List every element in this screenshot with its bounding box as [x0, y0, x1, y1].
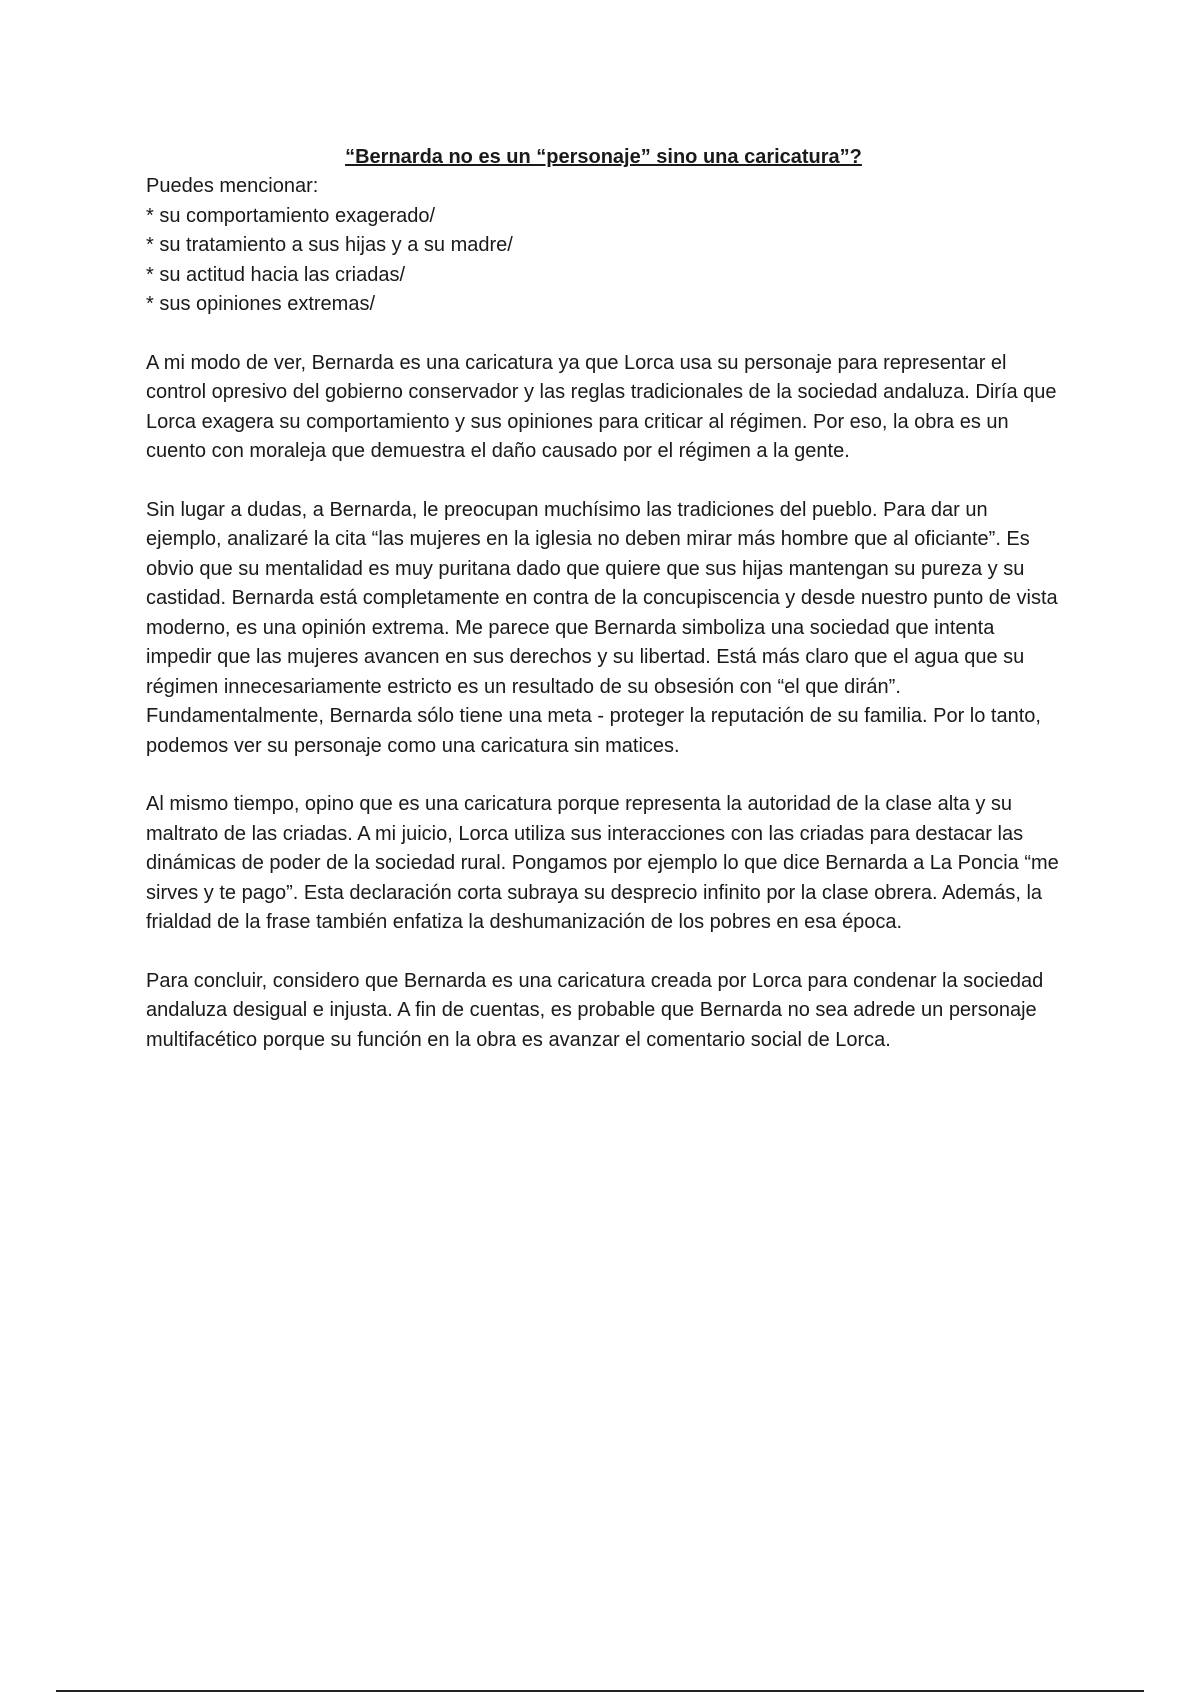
paragraph-introduction: A mi modo de ver, Bernarda es una caricatura ya que Lorca usa su personaje para representar el control opresivo del gobierno conservador y las reglas tradicionales de la sociedad andaluza. Diría que Lorca exagera su comportamiento y sus opiniones para criticar al régimen. Por eso, la obra es un cuento con moraleja que demuestra el daño causado por el régimen a la gente. [146, 351, 1057, 462]
paragraph-traditions: Sin lugar a dudas, a Bernarda, le preocupan muchísimo las tradiciones del pueblo. Para dar un ejemplo, analizaré la cita “las mujeres en la iglesia no deben mirar más hombre que al oficiante”. Es obvio que su mentalidad es muy puritana dado que quiere que sus hijas mantengan su pureza y su castidad. Bernarda está completamente en contra de la concupiscencia y desde nuestro punto de vista moderno, es una opinión extrema. Me parece que Bernarda simboliza una sociedad que intenta impedir que las mujeres avancen en sus derechos y su libertad. Está más claro que el agua que su régimen innecesariamente estricto es un resultado de su obsesión con “el que dirán”. Fundamentalmente, Bernarda sólo tiene una meta - proteger la reputación de su familia. Por lo tanto, podemos ver su personaje como una caricatura sin matices. [146, 498, 1058, 757]
paragraph-conclusion: Para concluir, considero que Bernarda es una caricatura creada por Lorca para condenar la sociedad andaluza desigual e injusta. A fin de cuentas, es probable que Bernarda no sea adrede un personaje multifacético porque su función en la obra es avanzar el comentario social de Lorca. [146, 969, 1044, 1051]
prompt-item: * sus opiniones extremas/ [146, 293, 376, 315]
document-page [146, 142, 1061, 1055]
prompt-item: * su comportamiento exagerado/ [146, 204, 436, 227]
paragraph-class-authority: Al mismo tiempo, opino que es una caricatura porque representa la autoridad de la clase alta y su maltrato de las criadas. A mi juicio, Lorca utiliza sus interacciones con las criadas para destacar las dinámicas de poder de la sociedad rural. Pongamos por ejemplo lo que dice Bernarda a La Poncia “me sirves y te pago”. Esta declaración corta subraya su desprecio infinito por la clase obrera. Además, la frialdad de la frase también enfatiza la deshumanización de los pobres en esa época. [146, 793, 1059, 933]
document-title: “Bernarda no es un “personaje” sino una caricatura”? [345, 146, 862, 168]
prompt-intro: Puedes mencionar: [146, 175, 319, 197]
prompt-item: * su tratamiento a sus hijas y a su madre/ [146, 234, 513, 256]
prompt-item: * su actitud hacia las criadas/ [146, 263, 406, 286]
page-bottom-divider [56, 1690, 1144, 1692]
prompt-list [146, 172, 1061, 320]
